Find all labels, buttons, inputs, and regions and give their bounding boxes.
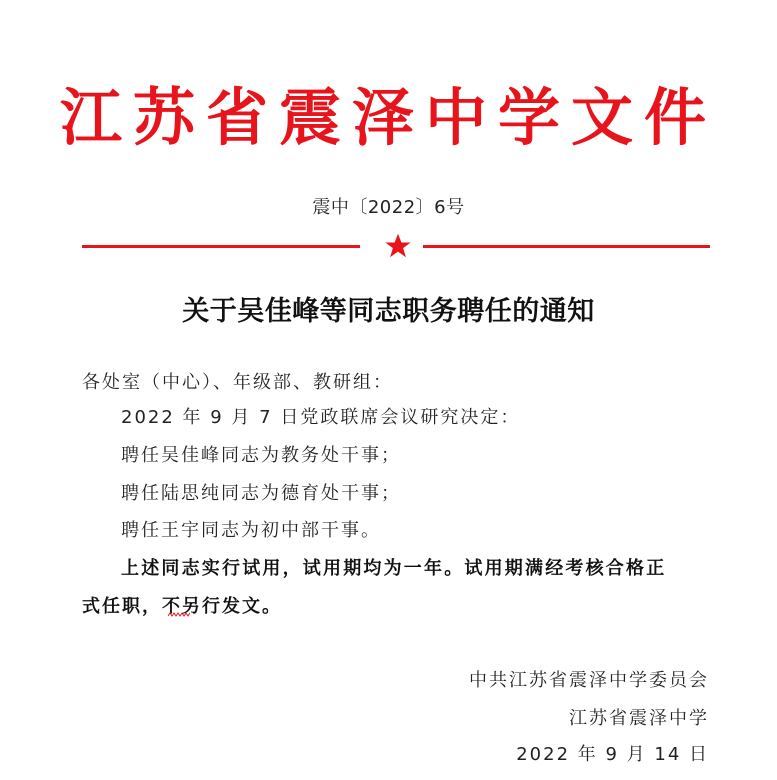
probation-paragraph-line-2: 式任职，不另行发文。 (82, 596, 282, 617)
red-star-icon (384, 232, 412, 260)
header-rule-right (423, 245, 710, 248)
signature-school: 江苏省震泽中学 (569, 708, 709, 729)
decision-paragraph: 2022 年 9 月 7 日党政联席会议研究决定： (121, 407, 521, 428)
signature-date: 2022 年 9 月 14 日 (516, 744, 709, 765)
appointment-line-2: 聘任陆思纯同志为德育处干事； (121, 483, 401, 504)
header-rule-left (82, 245, 360, 248)
salutation: 各处室（中心）、年级部、教研组： (82, 372, 393, 393)
probation-paragraph-line-1: 上述同志实行试用，试用期均为一年。试用期满经考核合格正 (121, 558, 667, 579)
appointment-line-1: 聘任吴佳峰同志为教务处干事； (121, 445, 401, 466)
appointment-line-3: 聘任王宇同志为初中部干事。 (121, 520, 381, 541)
document-header-title: 江苏省震泽中学文件 (59, 81, 717, 154)
signature-party-committee: 中共江苏省震泽中学委员会 (469, 670, 709, 691)
document-number: 震中〔2022〕6号 (312, 197, 465, 218)
spellcheck-squiggle (168, 612, 190, 617)
notice-title: 关于吴佳峰等同志职务聘任的通知 (182, 296, 595, 327)
